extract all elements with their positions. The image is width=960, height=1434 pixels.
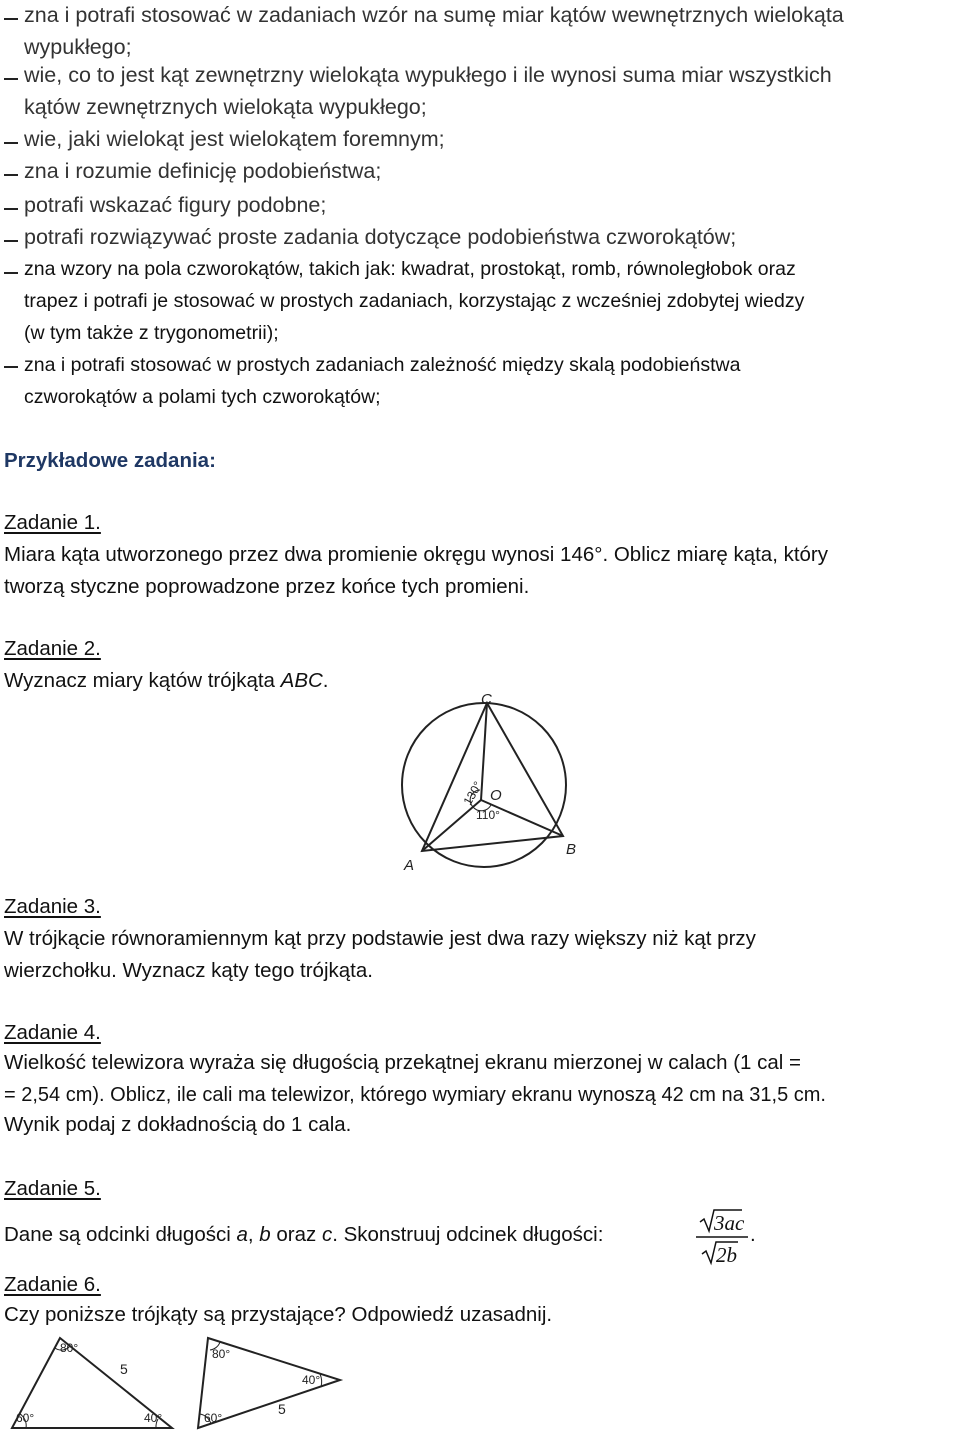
var-b: b [259, 1223, 271, 1246]
bullet-dash [4, 366, 18, 368]
task-5-text [4, 1220, 603, 1250]
bullet-line: czworokątów a polami tych czworokątów; [24, 386, 381, 408]
triangle-left [12, 1338, 172, 1428]
left-angle-br: 40° [144, 1411, 163, 1425]
bullet-dash [4, 272, 18, 274]
right-angle-bl: 60° [204, 1411, 223, 1425]
task-1-text: tworzą styczne poprowadzone przez końce tych promieni. [4, 575, 530, 598]
task-1-text: Miara kąta utworzonego przez dwa promienie okręgu wynosi 146°. Oblicz miarę kąta, który [4, 543, 829, 566]
fraction-numerator: 3ac [714, 1211, 745, 1235]
bullet-line: potrafi rozwiązywać proste zadania dotyczące podobieństwa czworokątów; [24, 225, 737, 249]
bullet-line: zna wzory na pola czworokątów, takich jak: kwadrat, prostokąt, romb, równoległobok oraz [24, 258, 796, 280]
right-angle-top: 80° [212, 1347, 231, 1361]
bullet-dash [4, 174, 18, 176]
angle-130-label: 130° [460, 778, 486, 808]
var-c: c [321, 1223, 333, 1246]
task-5-text-part: Dane są odcinki długości [4, 1223, 237, 1246]
triangle-abc [422, 703, 563, 851]
fraction-period: . [750, 1223, 756, 1246]
task-4-title: Zadanie 4. [4, 1021, 101, 1044]
bullet-line: zna i rozumie definicję podobieństwa; [24, 159, 382, 183]
task-1-title: Zadanie 1. [4, 511, 101, 534]
task-3-title: Zadanie 3. [4, 895, 101, 918]
task-2-text-before: Wyznacz miary kątów trójkąta [4, 669, 281, 692]
arc-right-r [320, 1374, 322, 1387]
var-a: a [236, 1223, 248, 1246]
angle-110-label: 110° [476, 808, 500, 822]
bullet-line: potrafi wskazać figury podobne; [24, 193, 327, 217]
bullet-dash [4, 240, 18, 242]
task-2-title: Zadanie 2. [4, 637, 101, 660]
triangles-figure [0, 1332, 400, 1434]
task-6-text: Czy poniższe trójkąty są przystające? Odpowiedź uzasadnij. [4, 1303, 553, 1326]
task-5-text-part: oraz [270, 1223, 322, 1246]
bullet-line: zna i potrafi stosować w zadaniach wzór na sumę miar kątów wewnętrznych wielokąta [24, 3, 844, 27]
task-5-title: Zadanie 5. [4, 1177, 101, 1200]
task-5-text-part: . Skonstruuj odcinek długości: [332, 1223, 604, 1246]
task-2-text [4, 666, 329, 696]
triangle-right [198, 1338, 340, 1428]
bullet-line: trapez i potrafi je stosować w prostych zadaniach, korzystając z wcześniej zdobytej wiedzy [24, 290, 805, 312]
right-angle-r: 40° [302, 1373, 321, 1387]
bullet-line: zna i potrafi stosować w prostych zadaniach zależność między skalą podobieństwa [24, 354, 741, 376]
left-side-5: 5 [120, 1361, 128, 1377]
task-2-triangle-name: ABC [280, 669, 323, 692]
bullet-line: wie, jaki wielokąt jest wielokątem foremnym; [24, 127, 445, 151]
bullet-dash [4, 142, 18, 144]
circle-triangle-figure [380, 686, 620, 882]
bullet-line: (w tym także z trygonometrii); [24, 322, 279, 344]
left-angle-top: 80° [60, 1341, 79, 1355]
task-4-text: = 2,54 cm). Oblicz, ile cali ma telewizor, którego wymiary ekranu wynoszą 42 cm na 31,5 cm. [4, 1084, 826, 1106]
task-4-text: Wynik podaj z dokładnością do 1 cala. [4, 1113, 352, 1136]
label-c: C [481, 691, 492, 708]
bullet-line: wypukłego; [24, 35, 132, 59]
bullet-line: kątów zewnętrznych wielokąta wypukłego; [24, 95, 427, 119]
right-side-5: 5 [278, 1401, 286, 1417]
left-angle-bl: 60° [16, 1411, 35, 1425]
label-b: B [566, 841, 577, 858]
label-o: O [490, 787, 502, 804]
task-4-text: Wielkość telewizora wyraża się długością przekątnej ekranu mierzonej w calach (1 cal = [4, 1051, 801, 1074]
section-heading: Przykładowe zadania: [4, 449, 216, 472]
task-5-text-part: , [247, 1223, 260, 1246]
task-3-text: W trójkącie równoramiennym kąt przy podstawie jest dwa razy większy niż kąt przy [4, 927, 756, 950]
bullet-dash [4, 78, 18, 80]
fraction-denominator: 2b [716, 1243, 737, 1267]
task-2-text-after: . [322, 669, 329, 692]
label-a: A [404, 857, 415, 874]
task-3-text: wierzchołku. Wyznacz kąty tego trójkąta. [4, 959, 373, 982]
bullet-line: wie, co to jest kąt zewnętrzny wielokąta wypukłego i ile wynosi suma miar wszystkich [24, 63, 832, 87]
bullet-dash [4, 208, 18, 210]
task-6-title: Zadanie 6. [4, 1273, 101, 1296]
bullet-dash [4, 18, 18, 20]
